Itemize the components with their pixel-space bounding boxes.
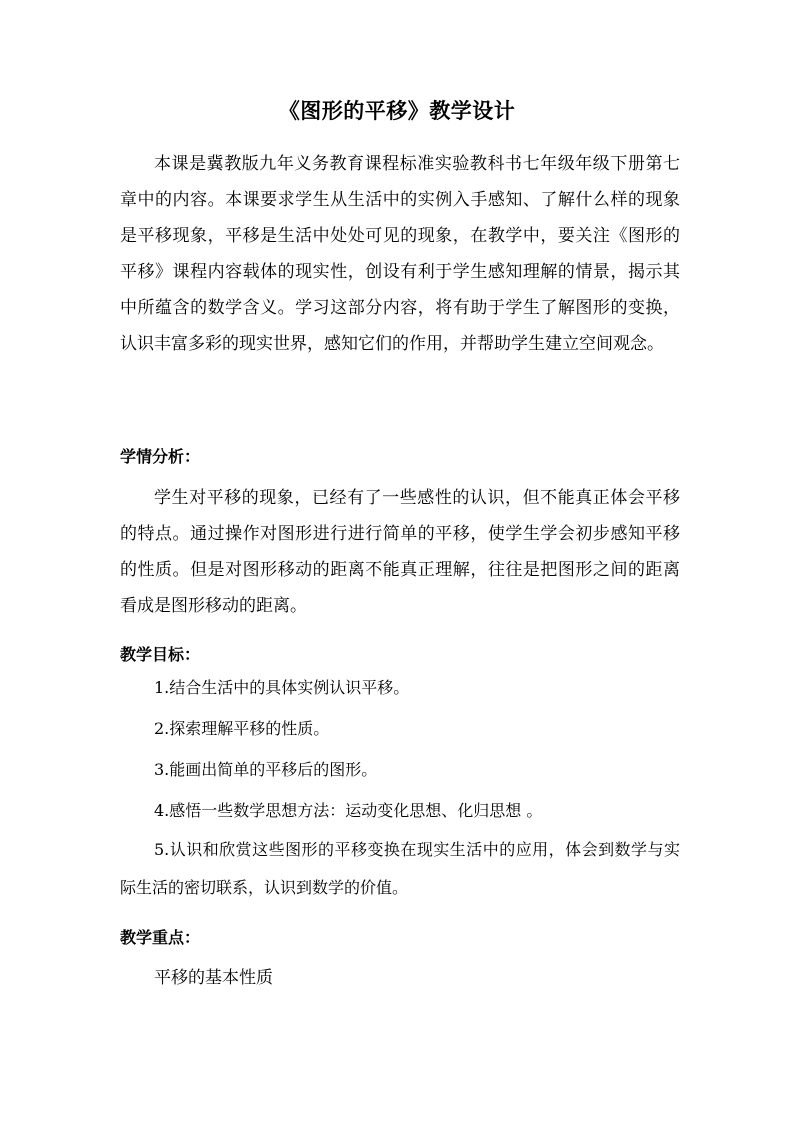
focus-heading: 教学重点： [120,928,201,947]
focus-section [120,960,680,996]
goal-item-1: 1.结合生活中的具体实例认识平移。 [154,678,410,697]
analysis-paragraph: 学生对平移的现象，已经有了一些感性的认识，但不能真正体会平移的特点。通过操作对图形进行进行简单的平移，使学生学会初步感知平移的性质。但是对图形移动的距离不能真正理解，往往是把图形之间的距离看成是图形移动的距离。 [120,488,680,616]
goals-list [120,667,680,907]
analysis-heading: 学情分析： [120,447,201,466]
goal-item-4: 4.感悟一些数学思想方法：运动变化思想、化归思想 。 [154,801,543,820]
document-title: 《图形的平移》教学设计 [278,99,516,123]
goal-item-2: 2.探索理解平移的性质。 [154,719,330,738]
focus-paragraph: 平移的基本性质 [154,968,273,988]
analysis-section [120,480,680,624]
goal-item-3: 3.能画出简单的平移后的图形。 [154,760,378,779]
intro-section [120,146,680,362]
goal-item-5: 5.认识和欣赏这些图形的平移变换在现实生活中的应用，体会到数学与实际生活的密切联系，认识到数学的价值。 [120,840,680,897]
intro-paragraph: 本课是冀教版九年义务教育课程标准实验教科书七年级年级下册第七章中的内容。本课要求学生从生活中的实例入手感知、了解什么样的现象是平移现象，平移是生活中处处可见的现象，在教学中，要关注《图形的平移》课程内容载体的现实性，创设有利于学生感知理解的情景，揭示其中所蕴含的数学含义。学习这部分内容，将有助于学生了解图形的变换，认识丰富多彩的现实世界，感知它们的作用，并帮助学生建立空间观念。 [120,154,680,354]
goals-heading: 教学目标： [120,645,201,664]
